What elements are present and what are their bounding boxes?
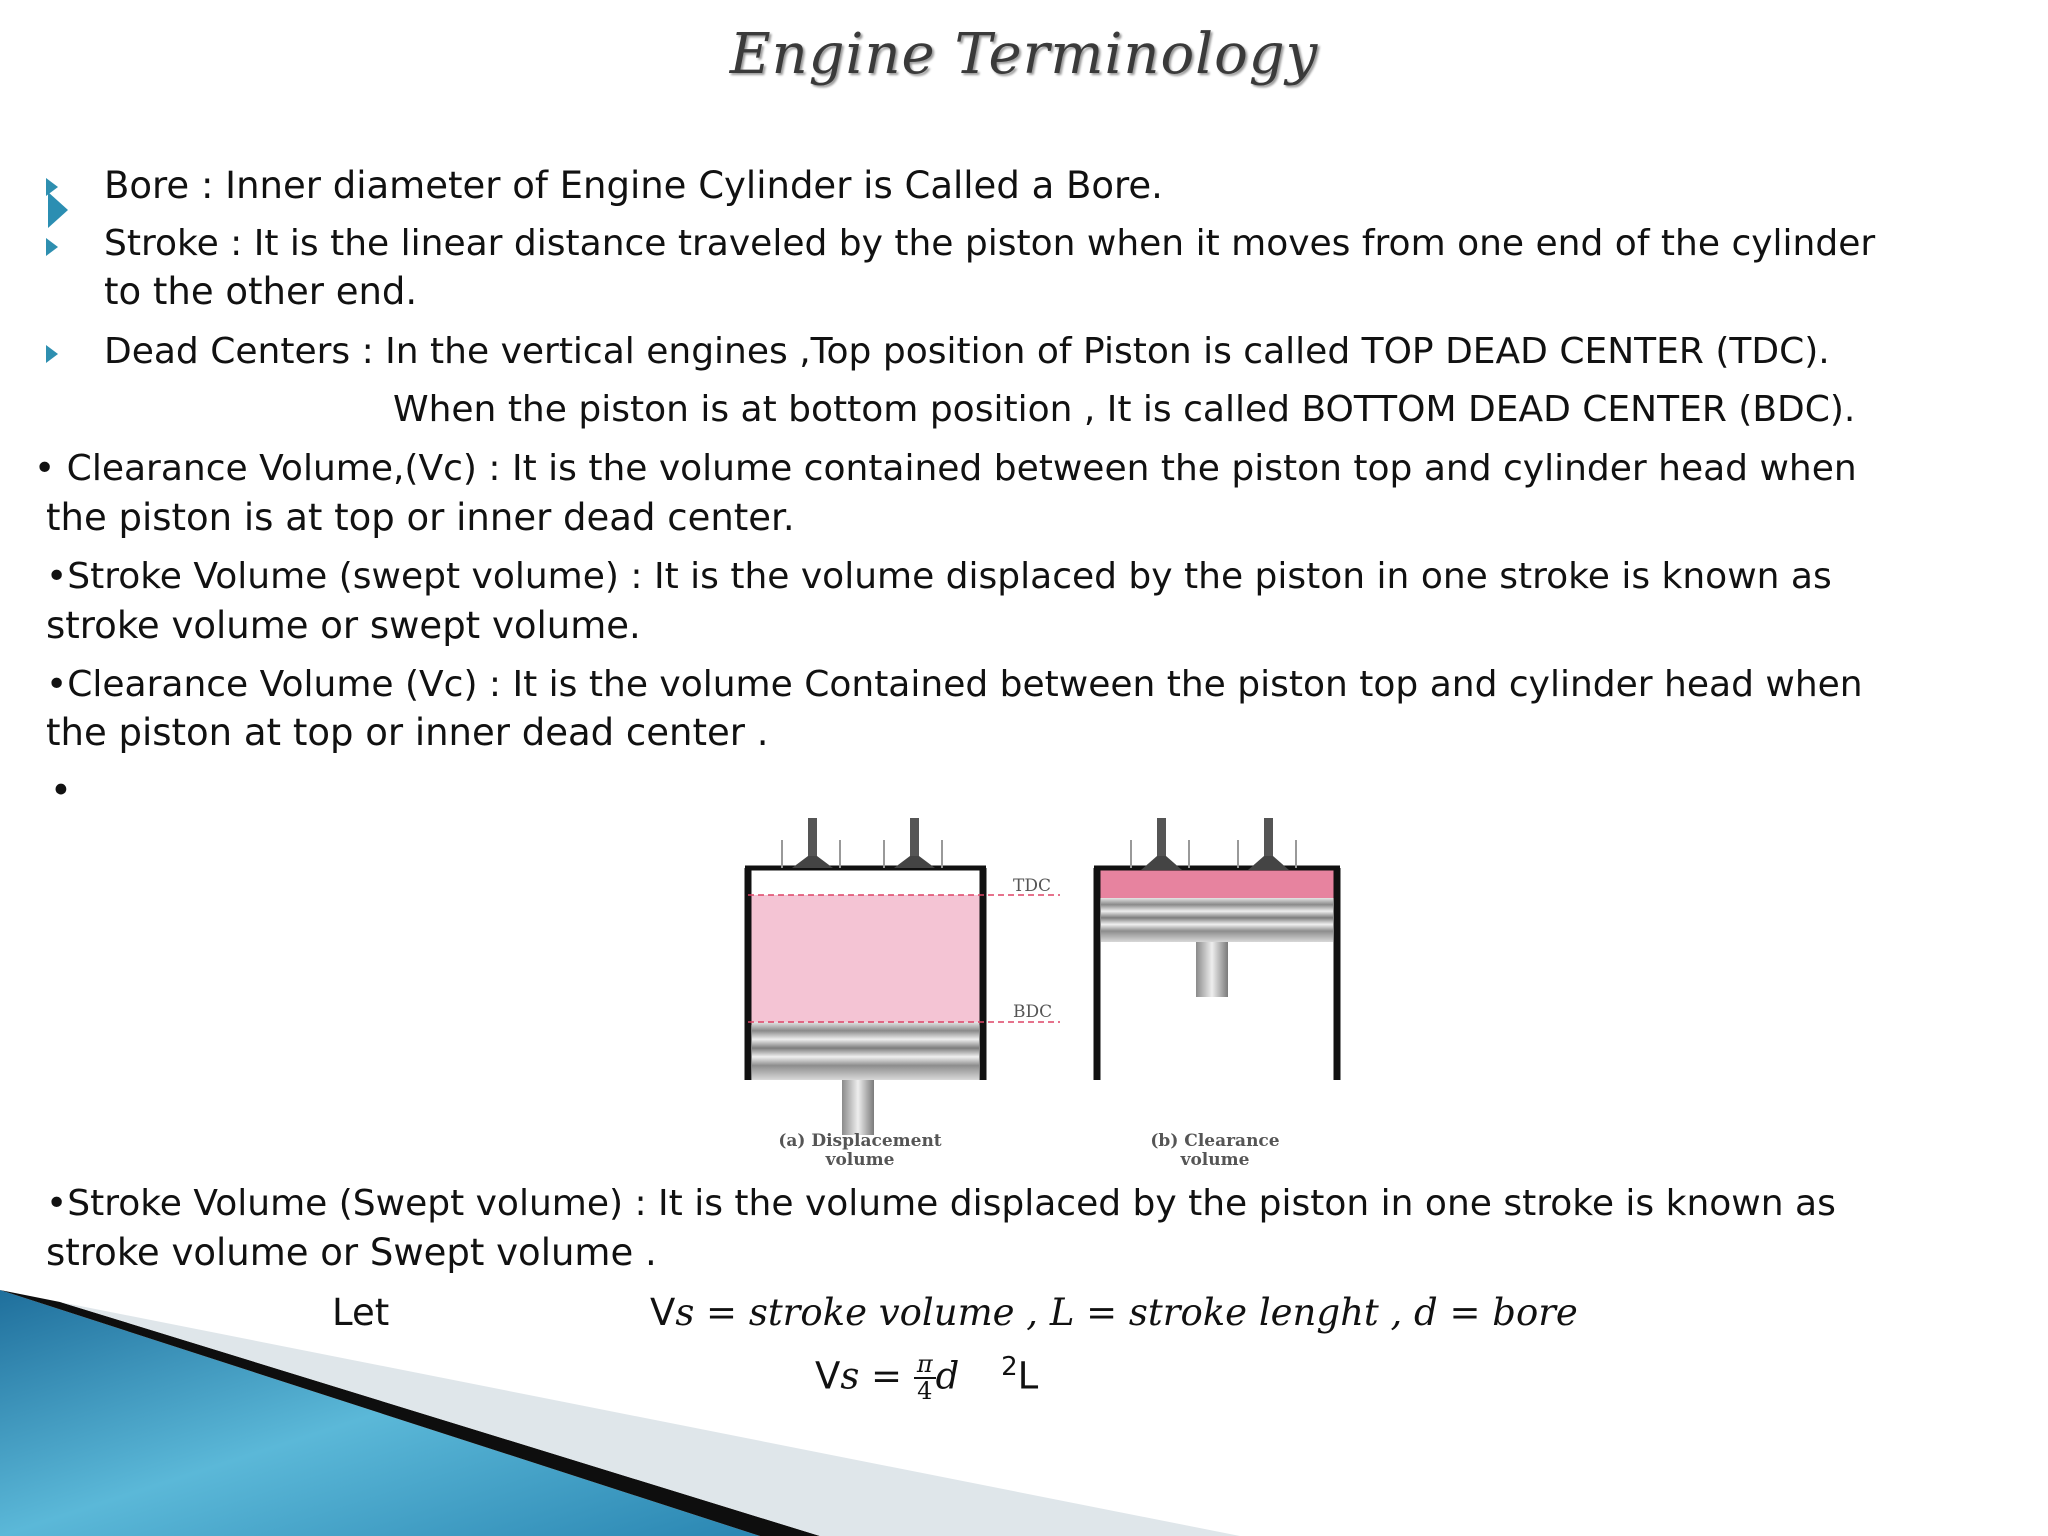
dead-centers-line1: Dead Centers : In the vertical engines ,Top position of Piston is called TOP DEAD CENTER (TDC). bbox=[104, 331, 1830, 372]
empty-bullet: • bbox=[50, 769, 72, 812]
piston-a bbox=[752, 1022, 979, 1080]
bullet-arrow-icon bbox=[46, 238, 58, 256]
connecting-rod-a bbox=[842, 1080, 874, 1135]
formula-let: Let bbox=[332, 1291, 390, 1334]
piston-b bbox=[1101, 898, 1333, 942]
clearance-volume-fill bbox=[1097, 868, 1337, 898]
bdc-label: BDC bbox=[1013, 1002, 1053, 1022]
bullet-arrow-large-icon bbox=[48, 192, 68, 228]
dead-centers-line2: When the piston is at bottom position , It is called BOTTOM DEAD CENTER (BDC). bbox=[393, 389, 1856, 430]
slide-title: Engine Terminology bbox=[729, 22, 1319, 87]
stroke-definition-line1: Stroke : It is the linear distance traveled by the piston when it moves from one end of the cylinder bbox=[104, 223, 1876, 264]
caption-b: (b) Clearance volume bbox=[1150, 1131, 1280, 1170]
swept-volume-equation: Vs = $\frac{\pi}{4}$ d $^2$L bbox=[815, 1350, 1039, 1406]
pi-over-four-fraction: $\frac{\pi}{4}$ bbox=[914, 1352, 936, 1404]
cylinder-b bbox=[1094, 818, 1340, 1080]
stroke-volume-line2: stroke volume or swept volume. bbox=[46, 604, 641, 647]
piston-diagram-svg bbox=[730, 810, 1350, 1180]
connecting-rod-b bbox=[1196, 942, 1228, 997]
bore-definition: Bore : Inner diameter of Engine Cylinder is Called a Bore. bbox=[104, 164, 1163, 207]
bullet-arrow-icon bbox=[46, 345, 58, 363]
clearance-volume-line1: • Clearance Volume,(Vc) : It is the volume contained between the piston top and cylinder head when bbox=[34, 448, 1857, 489]
stroke-volume-2-line2: stroke volume or Swept volume . bbox=[46, 1231, 657, 1274]
stroke-volume-line1: •Stroke Volume (swept volume) : It is the volume displaced by the piston in one stroke is known as bbox=[46, 556, 1832, 597]
piston-diagram bbox=[730, 810, 1350, 1184]
displacement-volume-fill bbox=[748, 895, 983, 1025]
stroke-definition-line2: to the other end. bbox=[104, 270, 418, 313]
clearance-volume-line2: the piston is at top or inner dead center. bbox=[46, 496, 795, 539]
formula-definition: Vs = stroke volume , L = stroke lenght , d = bore bbox=[650, 1291, 1578, 1334]
caption-a: (a) Displacement volume bbox=[778, 1131, 942, 1170]
clearance-volume-2-line2: the piston at top or inner dead center . bbox=[46, 711, 769, 754]
clearance-volume-2-line1: •Clearance Volume (Vc) : It is the volume Contained between the piston top and cylinder head when bbox=[46, 664, 1863, 705]
stroke-volume-2-line1: •Stroke Volume (Swept volume) : It is the volume displaced by the piston in one stroke is known as bbox=[46, 1183, 1836, 1224]
cylinder-a bbox=[745, 818, 1060, 1135]
tdc-label: TDC bbox=[1013, 876, 1051, 896]
